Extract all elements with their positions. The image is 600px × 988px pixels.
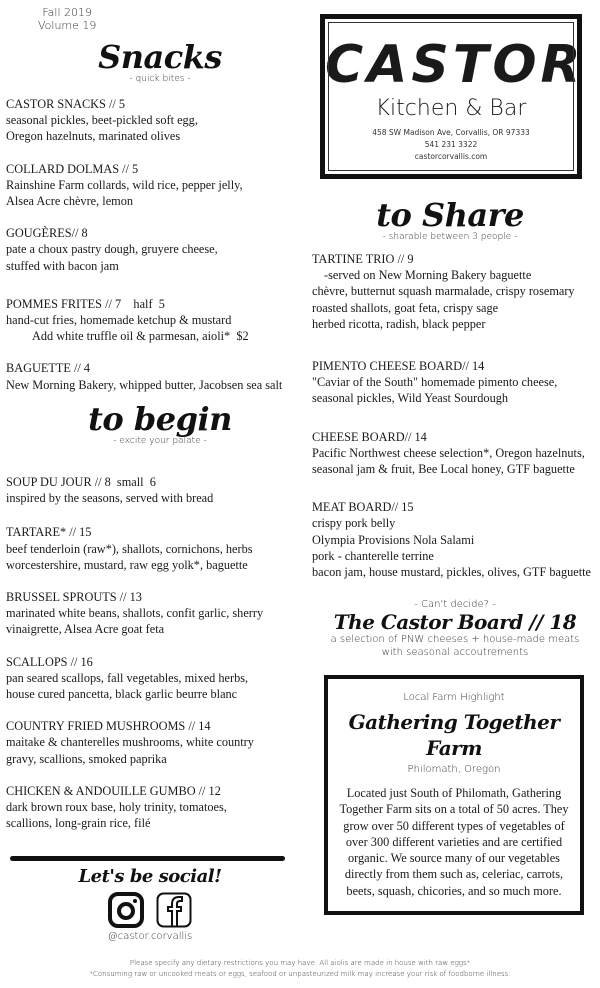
instagram-icon[interactable] [108, 892, 144, 928]
castor-board-line1: a selection of PNW cheeses + house-made meats [330, 634, 580, 645]
consumption-warning: *Consuming raw or uncooked meats or eggs, seafood or unpasteurized milk may increase your risk of foodborne illness. [89, 970, 511, 978]
to-begin-header [85, 402, 235, 447]
footer-disclaimer [0, 958, 600, 980]
menu-item: GOUGÈRES// 8 pate a choux pastry dough, gruyere cheese, stuffed with bacon jam [6, 226, 218, 273]
to-share-subtitle: - sharable between 3 people - [382, 232, 518, 242]
farm-highlight-label: Local Farm Highlight [403, 692, 505, 703]
farm-highlight-box [324, 675, 584, 915]
menu-item: CASTOR SNACKS // 5 seasonal pickles, beet-pickled soft egg, Oregon hazelnuts, marinated olives [6, 97, 198, 144]
menu-item: CHEESE BOARD// 14 Pacific Northwest cheese selection*, Oregon hazelnuts, seasonal jam & fruit, Bee Local honey, GTF baguette [312, 429, 585, 477]
farm-name: Gathering Together Farm [348, 710, 560, 760]
menu-item: COUNTRY FRIED MUSHROOMS // 14 maitake & chanterelles mushrooms, white country gravy, scallions, smoked paprika [6, 719, 254, 766]
menu-item: TARTARE* // 15 beef tenderloin (raw*), shallots, cornichons, herbs worcestershire, mustard, raw egg yolk*, baguette [6, 525, 253, 572]
restaurant-name: CASTOR [325, 35, 585, 95]
to-begin-list [6, 474, 306, 847]
menu-item: PIMENTO CHEESE BOARD// 14 "Caviar of the South" homemade pimento cheese, seasonal pickles, Wild Yeast Sourdough [312, 359, 558, 406]
snacks-title: Snacks [98, 38, 222, 76]
menu-item: TARTINE TRIO // 9 -served on New Morning Bakery baguette chèvre, butternut squash marmalade, crispy rosemary roasted shallots, goat feta, crispy sage herbed ricotta, radish, black pepper [312, 251, 600, 332]
menu-item: POMMES FRITES // 7 half 5 hand-cut fries, homemade ketchup & mustard Add white truffle oil & parmesan, aioli* $2 [6, 296, 306, 345]
snacks-subtitle: - quick bites - [129, 74, 191, 84]
dietary-note: Please specify any dietary restrictions you may have. All aiolis are made in house with raw eggs* [129, 959, 471, 967]
restaurant-subtitle: Kitchen & Bar [375, 96, 527, 121]
farm-location: Philomath, Oregon [407, 764, 501, 775]
snacks-header [90, 40, 230, 85]
addon-note: Add white truffle oil & parmesan, aioli* $2 [32, 329, 249, 344]
castor-board-line2: with seasonal accoutrements [381, 647, 529, 658]
menu-item: CHICKEN & ANDOUILLE GUMBO // 12 dark brown roux base, holy trinity, tomatoes, scallions, long-grain rice, filé [6, 783, 227, 831]
address: 458 SW Madison Ave, Corvallis, OR 97333 [372, 128, 530, 137]
social-title: Let's be social! [78, 866, 222, 887]
social-section [60, 866, 240, 944]
divider [10, 856, 285, 861]
season: Fall 2019 [42, 6, 93, 19]
to-share-list [312, 251, 600, 596]
serving-note: -served on New Morning Bakery baguette [324, 268, 532, 283]
social-handle[interactable]: @castor.corvallis [107, 931, 193, 942]
menu-item: SCALLOPS // 16 pan seared scallops, fall vegetables, mixed herbs, house cured pancetta, black garlic beurre blanc [6, 654, 249, 702]
farm-description: Located just South of Philomath, Gathering Together Farm sits on a total of 50 acres. They grow over 50 different types of vegetables of over 300 different varieties and are certified organic. We source many of our vegetables directly from them such as, celeriac, carrots, beets, squash, chicories, and so much more. [339, 786, 569, 898]
castor-board-title: The Castor Board // 18 [333, 610, 577, 634]
facebook-icon[interactable] [156, 892, 192, 928]
website[interactable]: castorcorvallis.com [414, 152, 488, 161]
phone: 541 231 3322 [424, 140, 478, 149]
to-share-title: to Share [376, 196, 524, 234]
menu-item: BRUSSEL SPROUTS // 13 marinated white beans, shallots, confit garlic, sherry vinaigrette, Alsea Acre goat feta [6, 590, 264, 637]
edition-label [38, 6, 96, 32]
menu-item: COLLARD DOLMAS // 5 Rainshine Farm collards, wild rice, pepper jelly, Alsea Acre chèvre, lemon [6, 161, 243, 209]
to-begin-title: to begin [88, 400, 232, 438]
to-share-header [370, 198, 530, 243]
snacks-list [6, 96, 306, 409]
volume: Volume 19 [38, 19, 97, 32]
castor-board-prompt: - Can't decide? - [414, 599, 496, 610]
menu-item: BAGUETTE // 4 New Morning Bakery, whipped butter, Jacobsen sea salt [6, 361, 283, 392]
menu-item: MEAT BOARD// 15 crispy pork belly Olympia Provisions Nola Salami pork - chanterelle terrine bacon jam, house mustard, pickles, olives, GTF baguette [312, 500, 592, 580]
to-begin-subtitle: - excite your palate - [113, 436, 207, 446]
menu-item: SOUP DU JOUR // 8 small 6 inspired by the seasons, served with bread [6, 475, 214, 506]
castor-board [320, 598, 590, 659]
logo-box [320, 14, 585, 179]
